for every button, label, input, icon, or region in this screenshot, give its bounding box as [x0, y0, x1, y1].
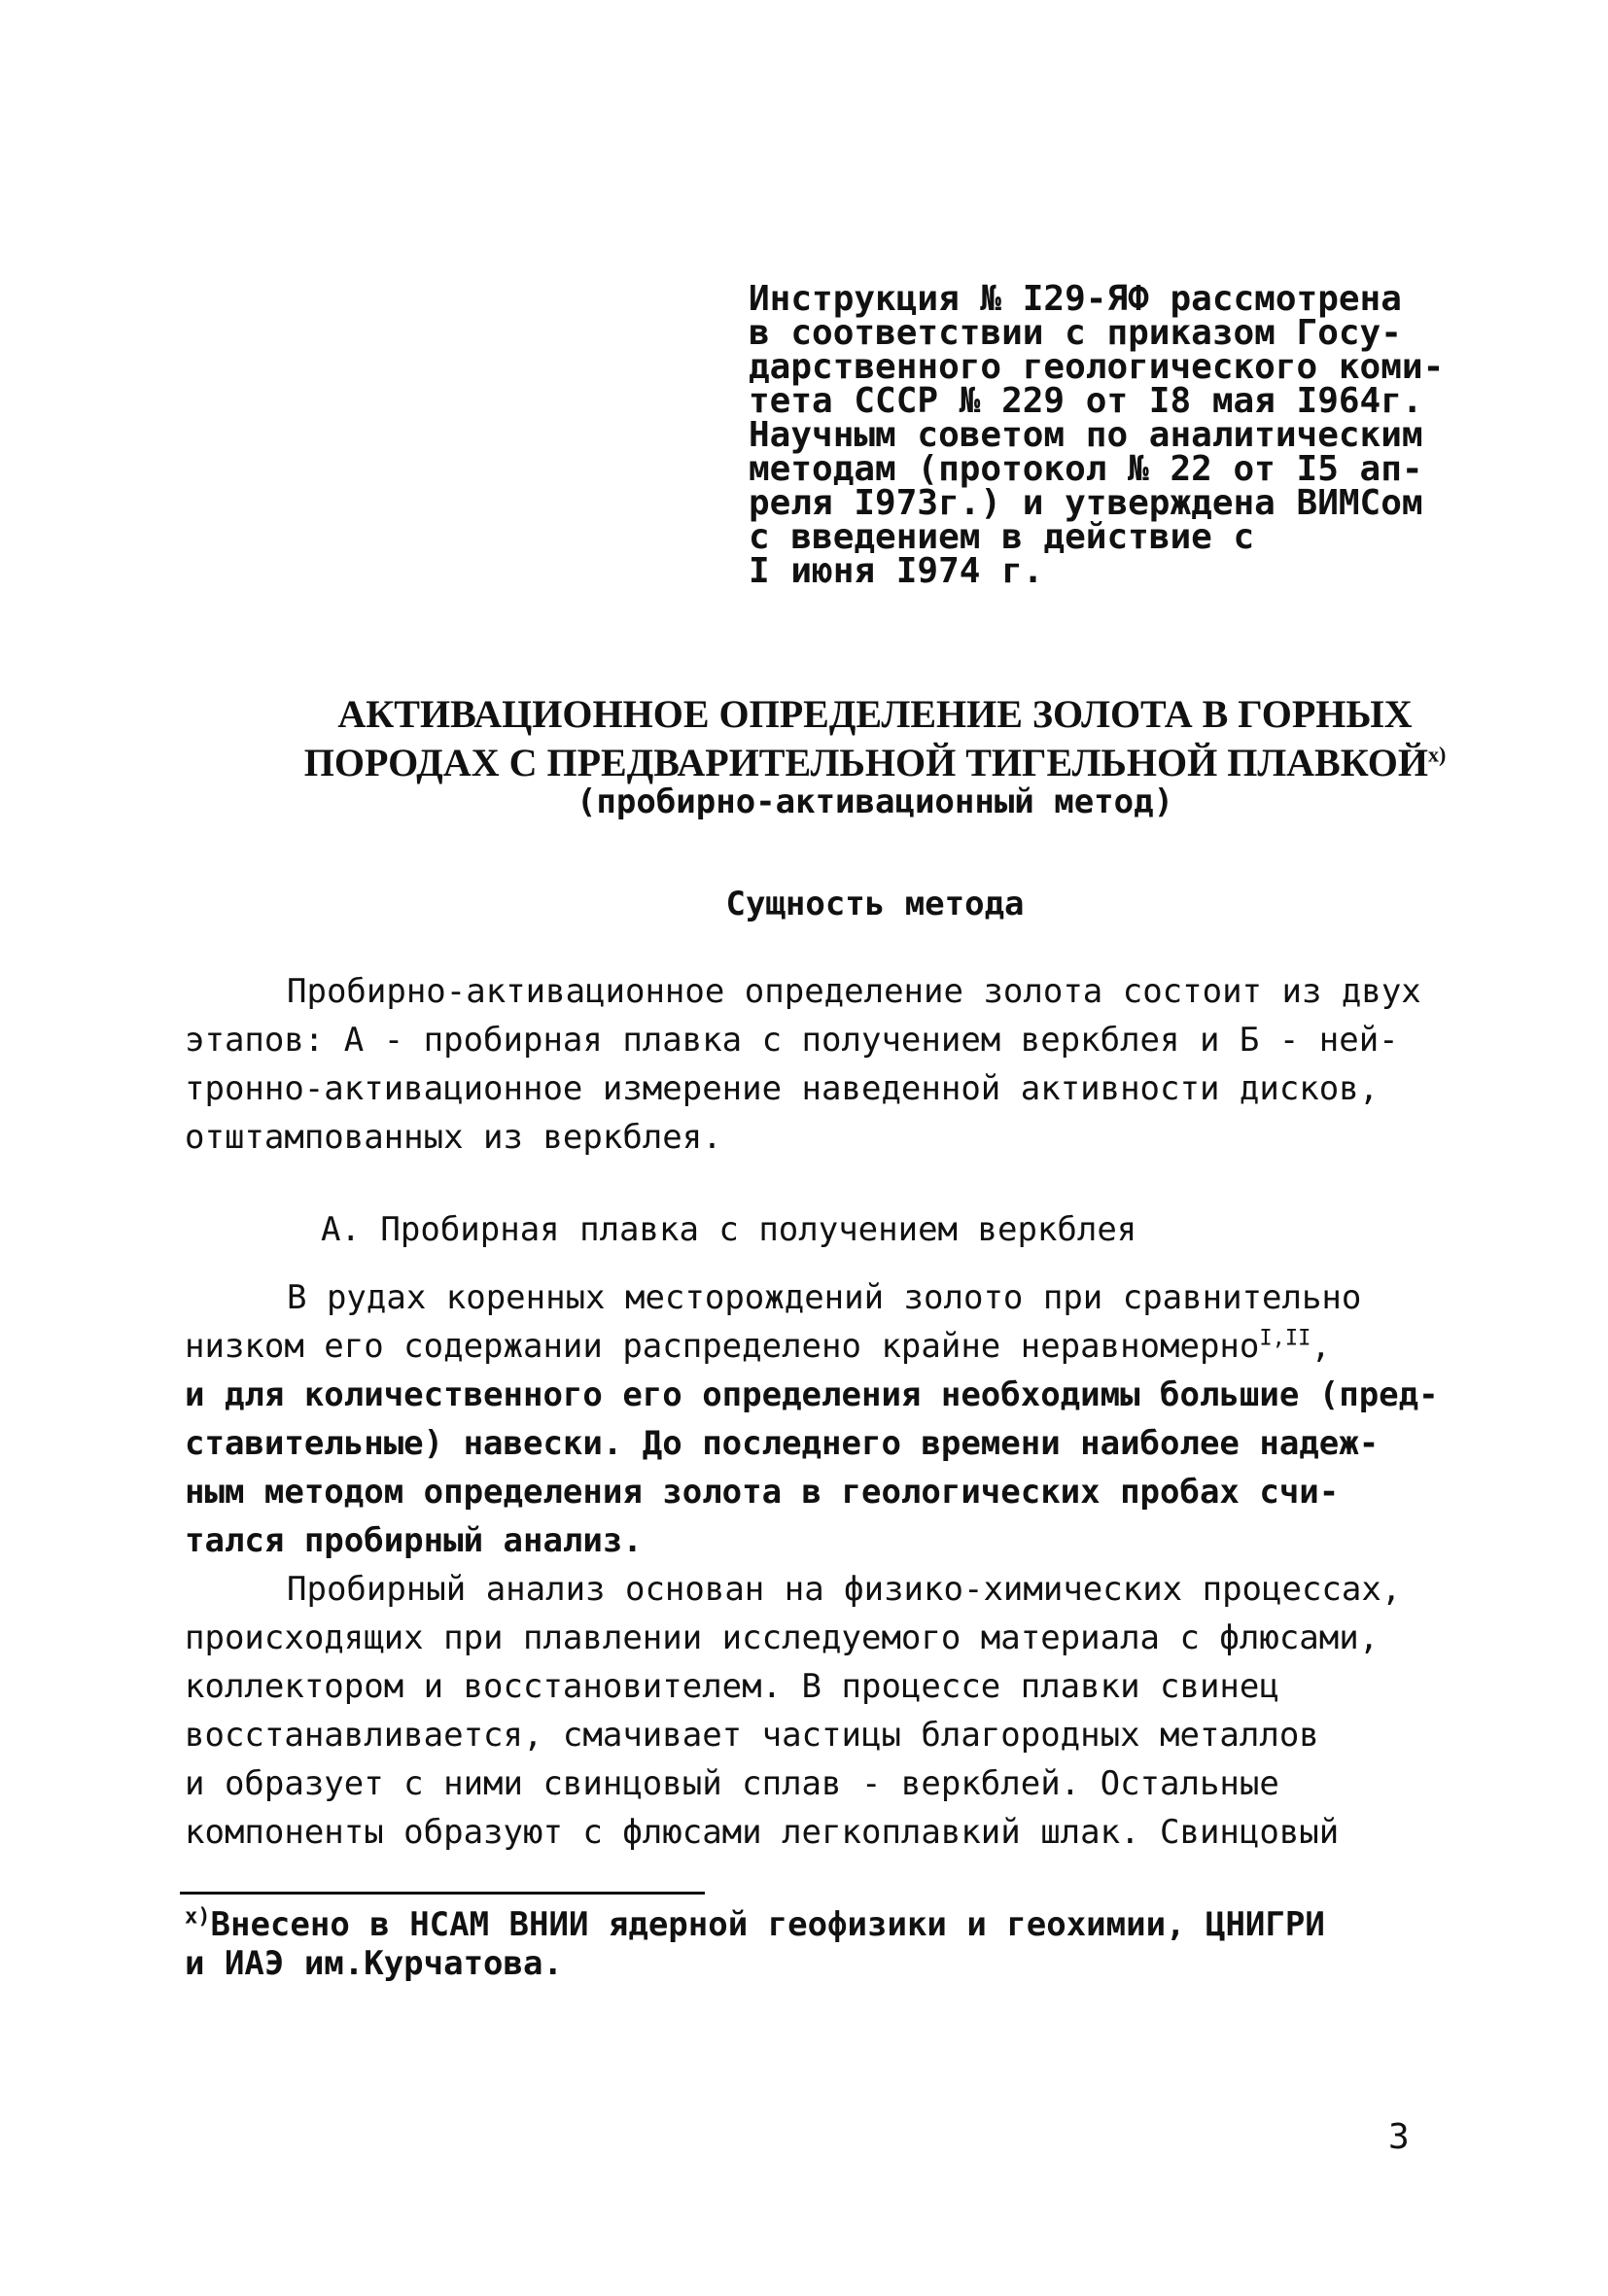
- approval-line: I июня I974 г.: [749, 551, 1044, 591]
- footnote-divider: [180, 1892, 705, 1895]
- approval-line: Инструкция № I29-ЯФ рассмотрена: [749, 279, 1402, 319]
- approval-note: [749, 279, 1449, 591]
- title-line: АКТИВАЦИОННОЕ ОПРЕДЕЛЕНИЕ ЗОЛОТА В ГОРНЫХ: [337, 692, 1413, 736]
- paragraph-2: [185, 1565, 1401, 1857]
- document-title: [292, 690, 1458, 787]
- approval-line: методам (протокол № 22 от I5 ап-: [749, 449, 1423, 489]
- paragraph-line: Пробирно-активационное определение золота состоит из двух: [287, 972, 1421, 1011]
- paragraph-line: ставительные) навески. До последнего времени наиболее надеж-: [185, 1424, 1380, 1463]
- paragraph-line: происходящих при плавлении исследуемого материала с флюсами,: [185, 1618, 1380, 1657]
- approval-line: тета СССР № 229 от I8 мая I964г.: [749, 381, 1423, 421]
- paragraph-line: отштампованных из веркблея.: [185, 1118, 722, 1157]
- paragraph-line-text: низком его содержании распределено крайне неравномерно: [185, 1327, 1260, 1366]
- footnote-line: [185, 1905, 1325, 1944]
- title-line-text: ПОРОДАХ С ПРЕДВАРИТЕЛЬНОЙ ТИГЕЛЬНОЙ ПЛАВКОЙ: [303, 741, 1428, 784]
- paragraph-line: тронно-активационное измерение наведенной активности дисков,: [185, 1069, 1380, 1108]
- paragraph-line: и образует с ними свинцовый сплав - веркблей. Остальные: [185, 1764, 1279, 1803]
- subsection-heading: А. Пробирная плавка с получением веркблея: [321, 1210, 1137, 1249]
- paragraph-line: коллектором и восстановителем. В процессе плавки свинец: [185, 1667, 1279, 1706]
- intro-paragraph: [185, 967, 1421, 1162]
- title-line: [292, 739, 1458, 787]
- footnote-mark: х): [185, 1904, 211, 1930]
- paragraph-line-end: ,: [1311, 1327, 1331, 1366]
- footnote: [185, 1905, 1325, 1983]
- section-heading: Сущность метода: [725, 885, 1025, 923]
- paragraph-line: Пробирный анализ основан на физико-химических процессах,: [287, 1570, 1402, 1609]
- footnote-line: и ИАЭ им.Курчатова.: [185, 1944, 563, 1983]
- paragraph-1: [185, 1273, 1439, 1565]
- paragraph-line: компоненты образуют с флюсами легкоплавкий шлак. Свинцовый: [185, 1813, 1340, 1852]
- reference-mark: I,II: [1259, 1326, 1311, 1351]
- document-subtitle: (пробирно-активационный метод): [576, 783, 1174, 821]
- title-footnote-mark: х): [1427, 742, 1447, 767]
- approval-line: реля I973г.) и утверждена ВИМСом: [749, 483, 1423, 523]
- paragraph-line: и для количественного его определения необходимы большие (пред-: [185, 1375, 1439, 1414]
- paragraph-line: тался пробирный анализ.: [185, 1521, 643, 1560]
- footnote-text: Внесено в НСАМ ВНИИ ядерной геофизики и геохимии, ЦНИГРИ: [210, 1905, 1325, 1944]
- paragraph-line: В рудах коренных месторождений золото при сравнительно: [287, 1278, 1362, 1317]
- paragraph-line: восстанавливается, смачивает частицы благородных металлов: [185, 1716, 1319, 1755]
- page-number: 3: [1388, 2117, 1410, 2157]
- paragraph-line: этапов: А - пробирная плавка с получением веркблея и Б - ней-: [185, 1021, 1399, 1060]
- paragraph-line: [185, 1322, 1439, 1371]
- approval-line: с введением в действие с: [749, 517, 1255, 557]
- approval-line: в соответствии с приказом Госу-: [749, 313, 1402, 353]
- approval-line: дарственного геологического коми-: [749, 347, 1445, 387]
- paragraph-line: ным методом определения золота в геологических пробах счи-: [185, 1473, 1340, 1512]
- approval-line: Научным советом по аналитическим: [749, 415, 1423, 455]
